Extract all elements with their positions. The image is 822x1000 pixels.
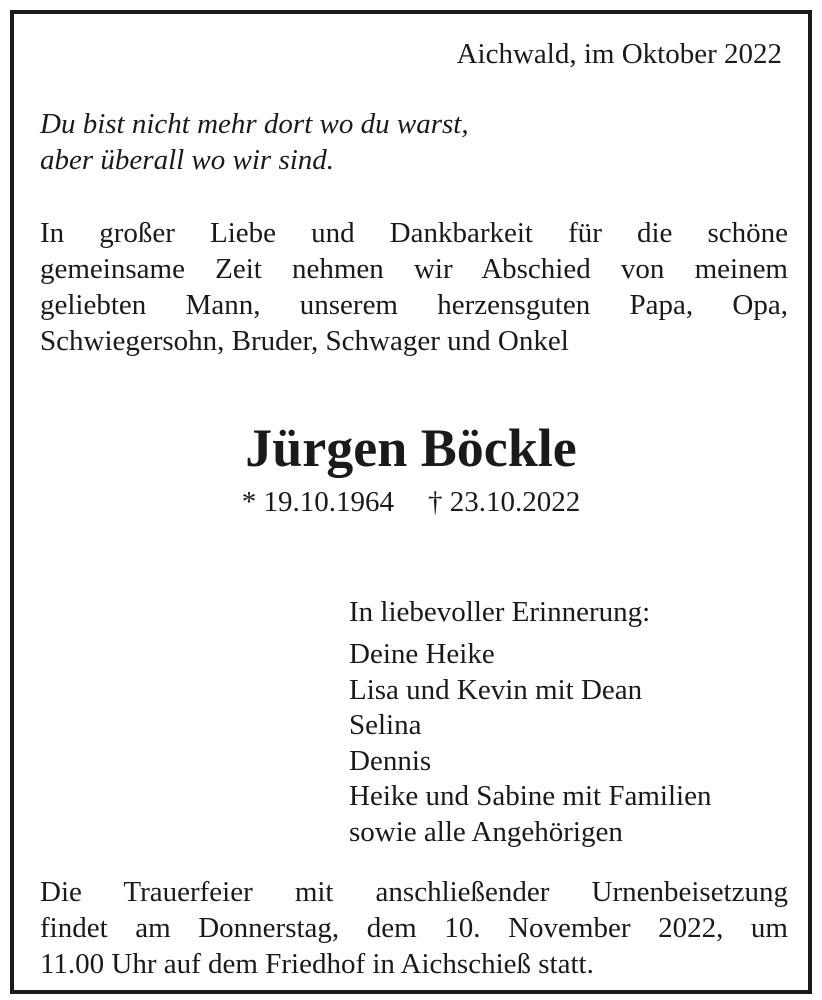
motto-quote [40, 106, 469, 178]
mourner-item: Dennis [349, 744, 432, 777]
intro-line: Schwiegersohn, Bruder, Schwager und Onkel [40, 325, 569, 357]
mourner-item: Selina [349, 709, 422, 741]
mourner-item: sowie alle Angehörigen [349, 815, 623, 848]
funeral-line: 11.00 Uhr auf dem Friedhof in Aichschieß statt. [40, 948, 594, 980]
intro-line: In großer Liebe und Dankbarkeit für die schöne [40, 217, 788, 249]
memory-heading: In liebevoller Erinnerung: [349, 596, 651, 628]
intro-line: gemeinsame Zeit nehmen wir Abschied von meinem [40, 253, 788, 285]
motto-line: aber überall wo wir sind. [40, 144, 335, 176]
intro-paragraph [40, 215, 788, 359]
funeral-line: findet am Donnerstag, dem 10. November 2022, um [40, 912, 788, 944]
motto-line: Du bist nicht mehr dort wo du warst, [40, 108, 469, 140]
death-date: † 23.10.2022 [428, 486, 581, 518]
deceased-name: Jürgen Böckle [245, 418, 577, 478]
life-dates [14, 484, 808, 520]
birth-date: * 19.10.1964 [241, 486, 394, 518]
mourner-item: Heike und Sabine mit Familien [349, 780, 712, 812]
place-date: Aichwald, im Oktober 2022 [456, 38, 782, 70]
obituary-frame [10, 10, 812, 994]
funeral-line: Die Trauerfeier mit anschließender Urnenbeisetzung [40, 876, 788, 908]
funeral-notice [40, 874, 788, 982]
mourners-list [349, 637, 711, 850]
intro-line: geliebten Mann, unserem herzensguten Papa, Opa, [40, 289, 788, 321]
mourner-item: Deine Heike [349, 638, 495, 670]
mourner-item: Lisa und Kevin mit Dean [349, 673, 643, 706]
